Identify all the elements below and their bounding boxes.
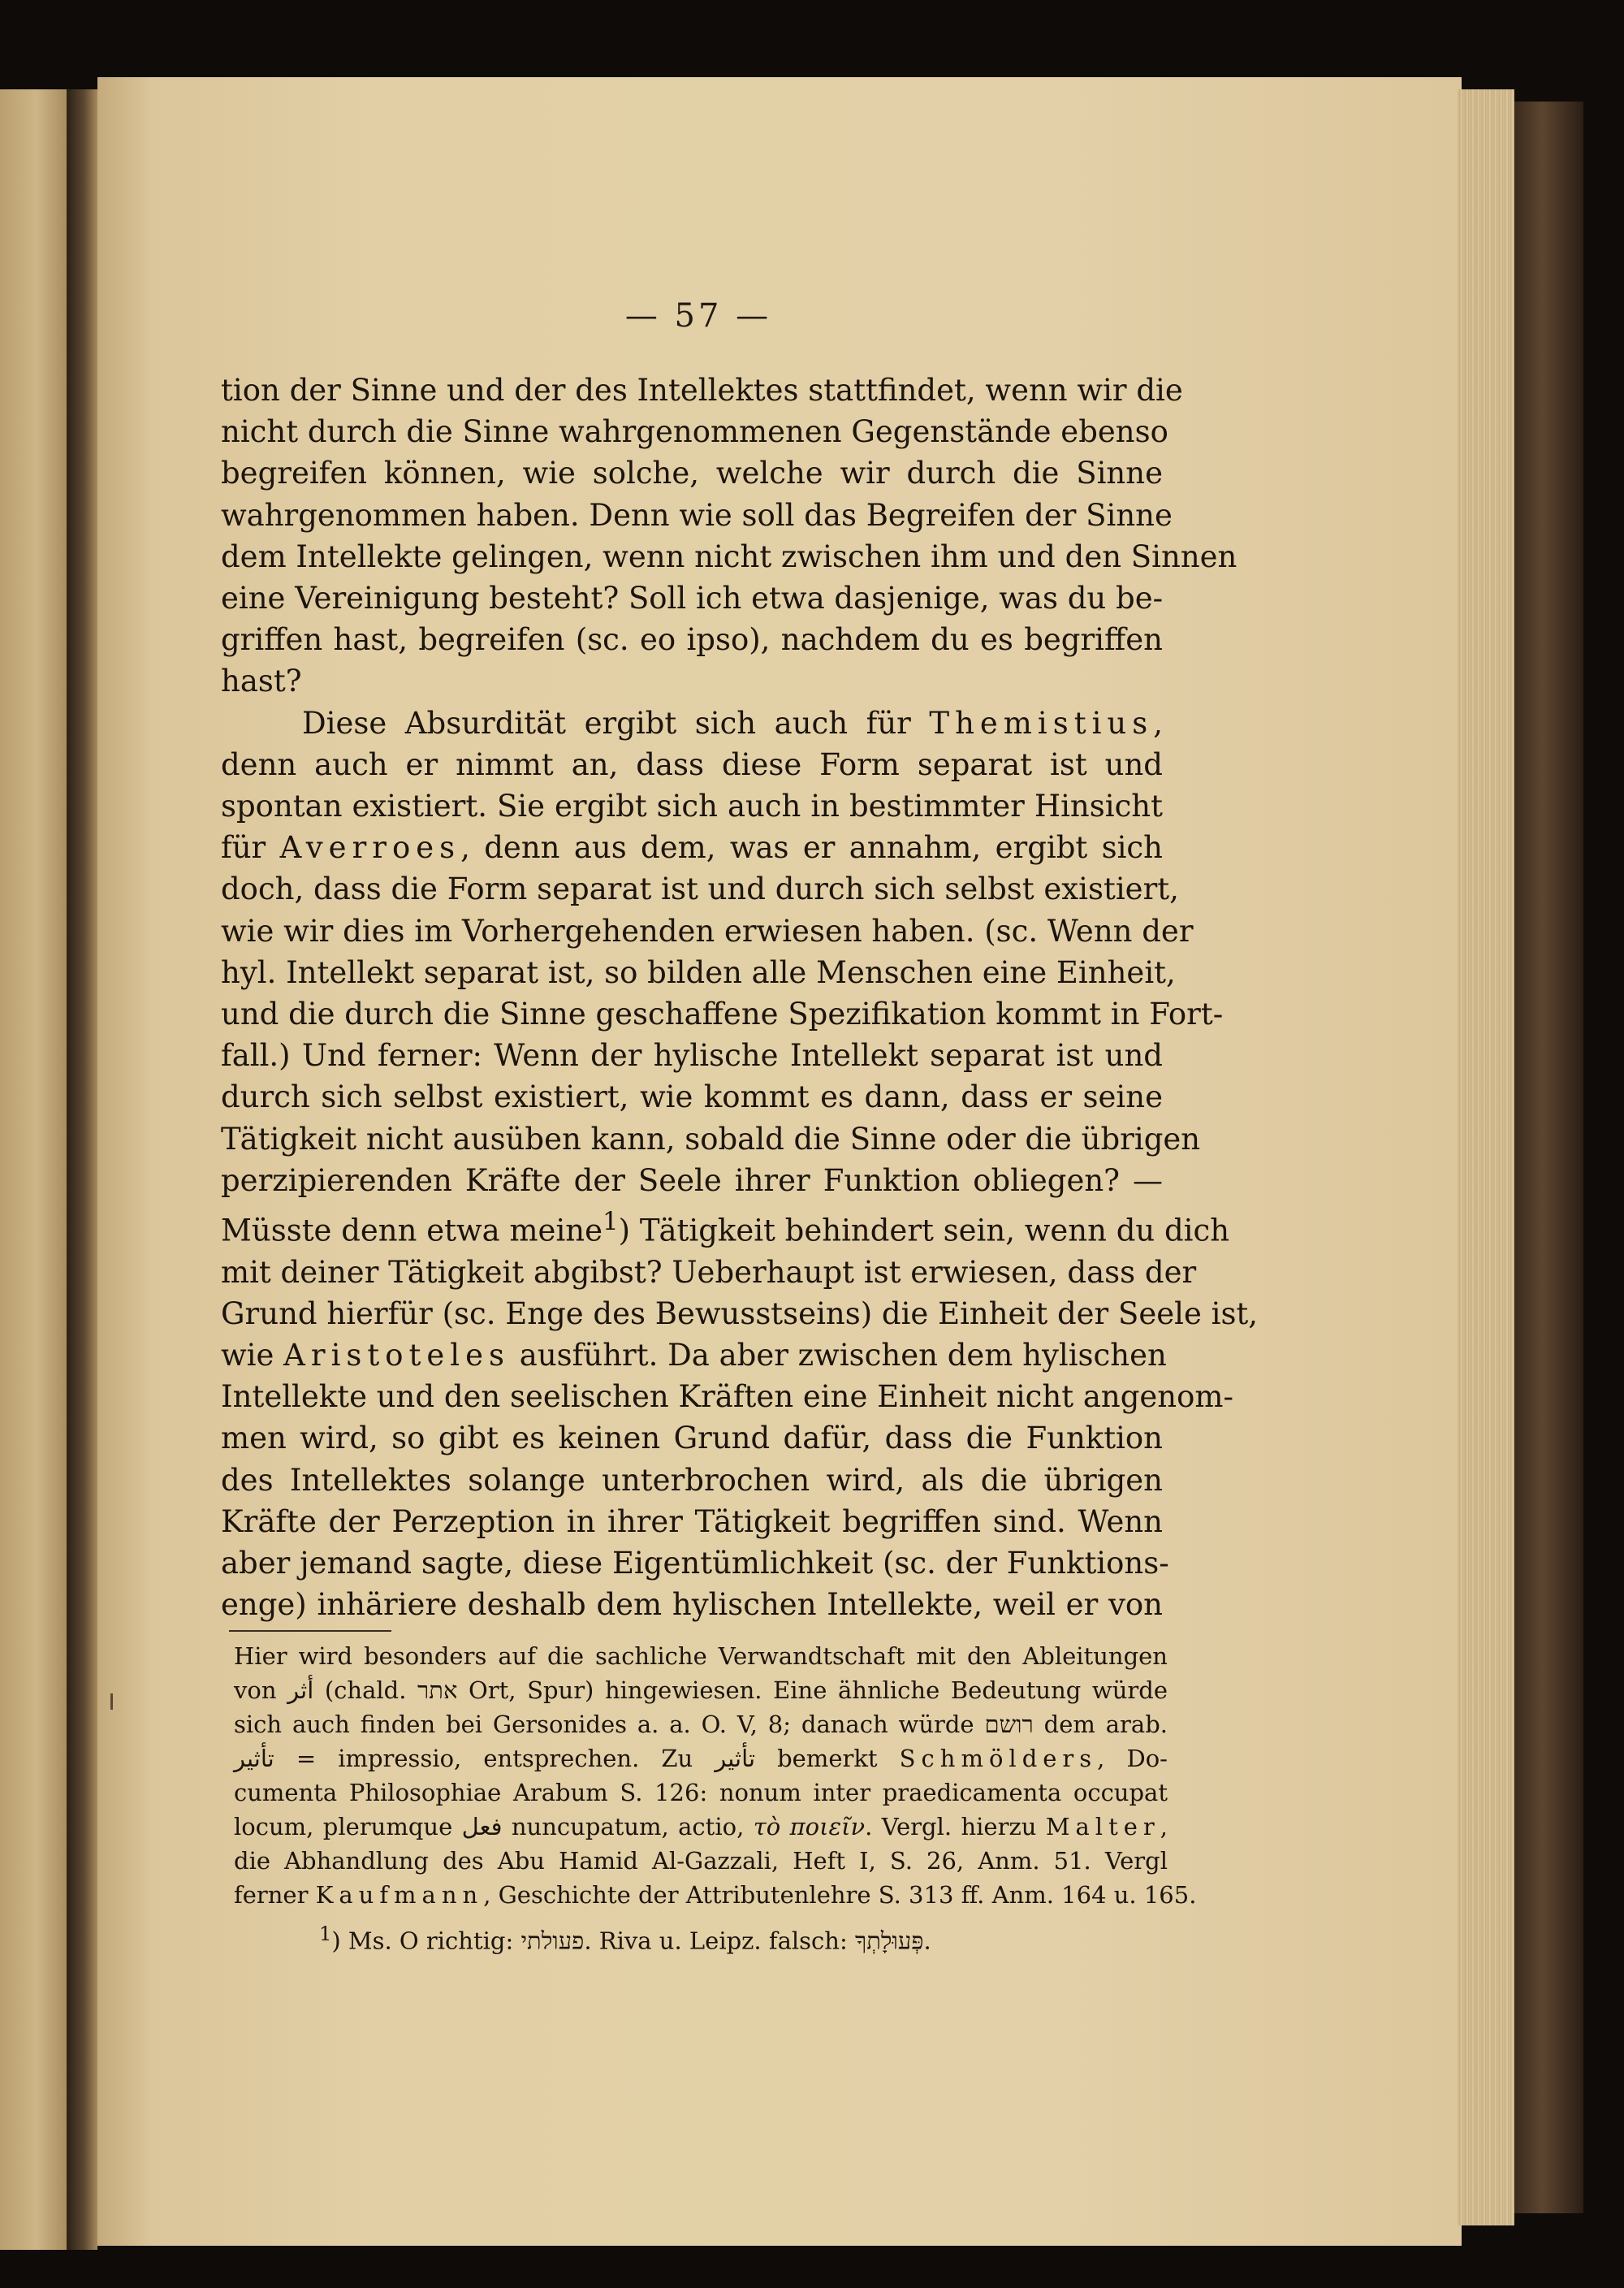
text-line: denn auch er nimmt an, dass diese Form separat ist und — [221, 746, 1163, 782]
footnote-line: von أثر (chald. אתר Ort, Spur) hingewiesen. Eine ähnliche Bedeutung würde — [234, 1676, 1168, 1704]
text-line: spontan existiert. Sie ergibt sich auch in bestimmter Hinsicht — [221, 789, 1163, 824]
book-gutter — [67, 89, 97, 2250]
text-line: begreifen können, wie solche, welche wir durch die Sinne — [221, 456, 1163, 491]
text-line: dem Intellekte gelingen, wenn nicht zwischen ihm und den Sinnen — [221, 538, 1237, 574]
footnote-line: die Abhandlung des Abu Hamid Al-Gazzali, Heft I, S. 26, Anm. 51. Vergl — [234, 1847, 1168, 1875]
text-line: Tätigkeit nicht ausüben kann, sobald die Sinne oder die übrigen — [221, 1121, 1201, 1157]
text-line: für Averroes, denn aus dem, was er annahm, ergibt sich — [221, 830, 1163, 866]
text-line: und die durch die Sinne geschaffene Spezifikation kommt in Fort- — [221, 997, 1224, 1032]
arabic-word: تأثير — [715, 1745, 756, 1772]
page-number: — 57 — — [624, 297, 772, 335]
arabic-word: تأثير — [234, 1745, 274, 1772]
text-line: Kräfte der Perzeption in ihrer Tätigkeit begriffen sind. Wenn — [221, 1503, 1163, 1539]
text-line: wahrgenommen haben. Denn wie soll das Begreifen der Sinne — [221, 497, 1173, 533]
footnotes — [234, 1639, 1197, 1958]
spaced-name-kaufmann: Kaufmann — [315, 1881, 484, 1909]
text-line: griffen hast, begreifen (sc. eo ipso), nachdem du es begriffen — [221, 622, 1163, 658]
text-line: hyl. Intellekt separat ist, so bilden alle Menschen eine Einheit, — [221, 954, 1176, 990]
text-line: wie Aristoteles ausführt. Da aber zwischen dem hylischen — [221, 1338, 1167, 1373]
text-line: eine Vereinigung besteht? Soll ich etwa dasjenige, was du be- — [221, 581, 1164, 616]
arabic-word: فعل — [461, 1813, 503, 1840]
text-line: Grund hierfür (sc. Enge des Bewusstseins) die Einheit der Seele ist, — [221, 1295, 1259, 1331]
footnote-rule — [229, 1630, 391, 1632]
footnote-line: locum, plerumque فعل nuncupatum, actio, τὸ ποιεῖν. Vergl. hierzu Malter, — [234, 1813, 1168, 1840]
footnote-continued — [234, 1639, 1197, 1912]
spaced-name-schmoelders: Schmölders — [899, 1745, 1098, 1772]
spaced-name-aristoteles: Aristoteles — [283, 1338, 511, 1373]
text-line: hast? — [221, 664, 302, 699]
footnote-1 — [234, 1917, 1168, 1958]
footnote-ref: 1 — [603, 1207, 619, 1237]
text-line: perzipierenden Kräfte der Seele ihrer Funktion obliegen? — — [221, 1162, 1163, 1198]
arabic-word: أثر — [287, 1676, 314, 1704]
text-line: durch sich selbst existiert, wie kommt es dann, dass er seine — [221, 1079, 1163, 1115]
text-line: enge) inhäriere deshalb dem hylischen Intellekte, weil er von — [221, 1587, 1163, 1623]
footnote-text: ) Ms. O richtig: פעולתי. Riva u. Leipz. falsch: פְּעוּלָתְךָ. — [331, 1927, 931, 1955]
footnote-line: Hier wird besonders auf die sachliche Verwandtschaft mit den Ableitungen — [234, 1642, 1168, 1670]
paragraph-1 — [221, 370, 1237, 703]
text-line: des Intellektes solange unterbrochen wird, als die übrigen — [221, 1462, 1163, 1498]
previous-page-edge — [0, 89, 67, 2250]
spaced-name-malter: Malter — [1045, 1813, 1160, 1840]
footnote-number: 1 — [319, 1923, 332, 1945]
main-text — [221, 370, 1259, 1625]
text-line: doch, dass die Form separat ist und durch sich selbst existiert, — [221, 872, 1179, 907]
footnote-line: تأثير = impressio, entsprechen. Zu تأثير bemerkt Schmölders, Do- — [234, 1745, 1168, 1772]
text-line: fall.) Und ferner: Wenn der hylische Intellekt separat ist und — [221, 1038, 1163, 1074]
greek-phrase: τὸ ποιεῖν — [753, 1813, 866, 1840]
footnote-line: ferner Kaufmann, Geschichte der Attributenlehre S. 313 ff. Anm. 164 u. 165. — [234, 1881, 1197, 1909]
paragraph-2 — [221, 703, 1259, 1626]
footnote-line: sich auch finden bei Gersonides a. a. O. V, 8; danach würde רושם dem arab. — [234, 1711, 1168, 1738]
book-cover-edge — [1514, 102, 1583, 2213]
footnote-line: cumenta Philosophiae Arabum S. 126: nonum inter praedicamenta occupat — [234, 1779, 1168, 1806]
spaced-name-themistius: Themistius — [929, 705, 1154, 741]
spaced-name-averroes: Averroes — [279, 830, 461, 866]
margin-mark — [110, 1693, 113, 1710]
text-line: Müsste denn etwa meine$^1$) Tätigkeit behindert sein, wenn du dich — [221, 1207, 1230, 1248]
text-line: men wird, so gibt es keinen Grund dafür, dass die Funktion — [221, 1421, 1163, 1456]
text-line: wie wir dies im Vorhergehenden erwiesen haben. (sc. Wenn der — [221, 913, 1194, 949]
text-line: tion der Sinne und der des Intellektes stattfindet, wenn wir die — [221, 373, 1183, 408]
text-line: Diese Absurdität ergibt sich auch für Themistius, — [302, 705, 1163, 741]
text-line: aber jemand sagte, diese Eigentümlichkeit (sc. der Funktions- — [221, 1546, 1169, 1581]
text-line: Intellekte und den seelischen Kräften eine Einheit nicht angenom- — [221, 1379, 1233, 1415]
text-line: nicht durch die Sinne wahrgenommenen Gegenstände ebenso — [221, 414, 1168, 450]
page-block-edges — [1458, 89, 1514, 2225]
text-line: mit deiner Tätigkeit abgibst? Ueberhaupt ist erwiesen, dass der — [221, 1254, 1197, 1290]
